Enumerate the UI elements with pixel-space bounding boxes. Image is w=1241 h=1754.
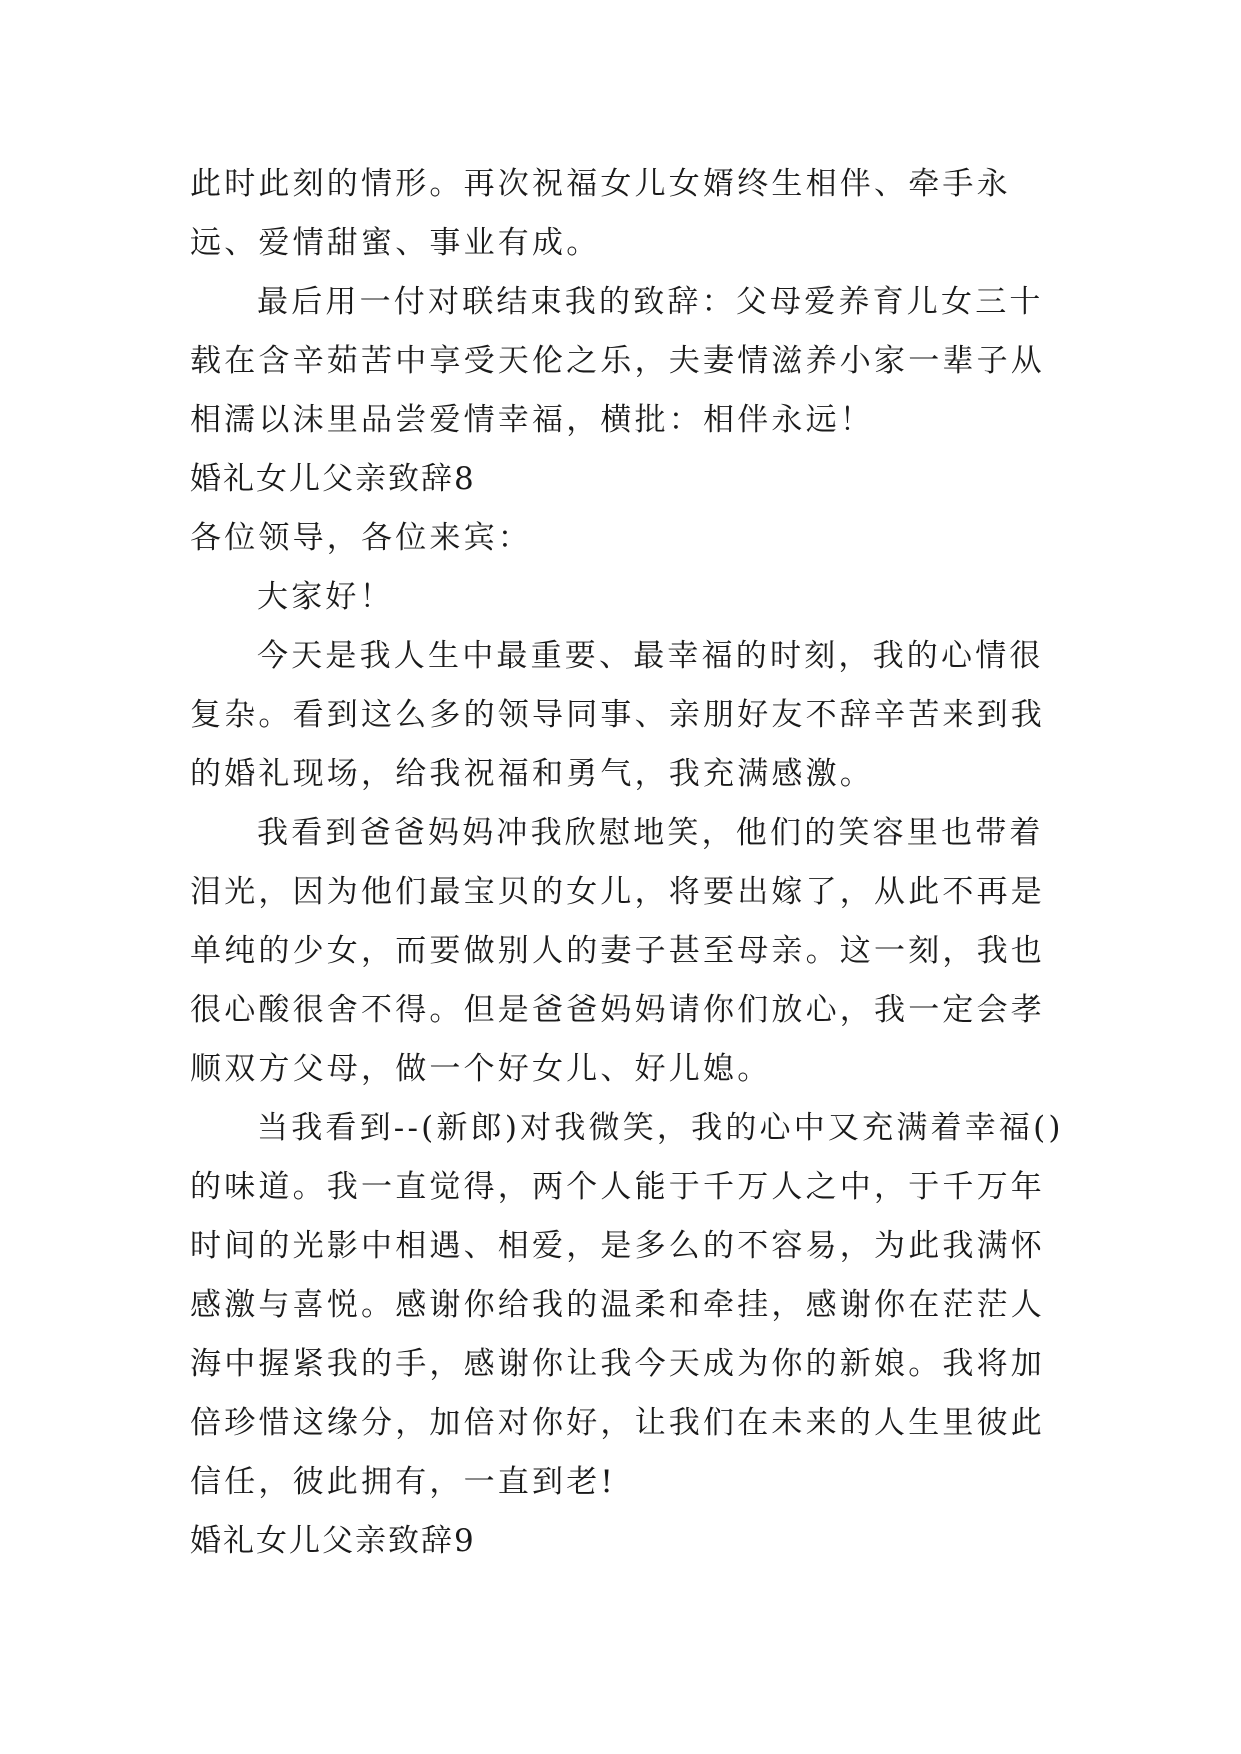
paragraph-closing-blessing: 此时此刻的情形。再次祝福女儿女婿终生相伴、牵手永远、爱情甜蜜、事业有成。	[190, 166, 1011, 261]
paragraph-couplet: 最后用一付对联结束我的致辞：父母爱养育儿女三十载在含辛茹苦中享受天伦之乐，夫妻情滋养小家一辈子从相濡以沫里品尝爱情幸福，横批：相伴永远！	[190, 284, 1045, 438]
paragraph-salutation: 各位领导，各位来宾：	[190, 520, 532, 556]
paragraph-today: 今天是我人生中最重要、最幸福的时刻，我的心情很复杂。看到这么多的领导同事、亲朋好友不辞辛苦来到我的婚礼现场，给我祝福和勇气，我充满感激。	[190, 638, 1045, 792]
document-body	[190, 155, 1070, 1571]
paragraph-groom: 当我看到--(新郎)对我微笑，我的心中又充满着幸福()的味道。我一直觉得，两个人能于千万人之中，于千万年时间的光影中相遇、相爱，是多么的不容易，为此我满怀感激与喜悦。感谢你给我的温柔和牵挂，感谢你在茫茫人海中握紧我的手，感谢你让我今天成为你的新娘。我将加倍珍惜这缘分，加倍对你好，让我们在未来的人生里彼此信任，彼此拥有，一直到老!	[190, 1110, 1064, 1500]
section-heading-9: 婚礼女儿父亲致辞9	[190, 1523, 476, 1559]
section-heading-8: 婚礼女儿父亲致辞8	[190, 461, 476, 497]
paragraph-greeting: 大家好！	[257, 579, 394, 615]
paragraph-parents: 我看到爸爸妈妈冲我欣慰地笑，他们的笑容里也带着泪光，因为他们最宝贝的女儿，将要出嫁了，从此不再是单纯的少女，而要做别人的妻子甚至母亲。这一刻，我也很心酸很舍不得。但是爸爸妈妈请你们放心，我一定会孝顺双方父母，做一个好女儿、好儿媳。	[190, 815, 1045, 1087]
